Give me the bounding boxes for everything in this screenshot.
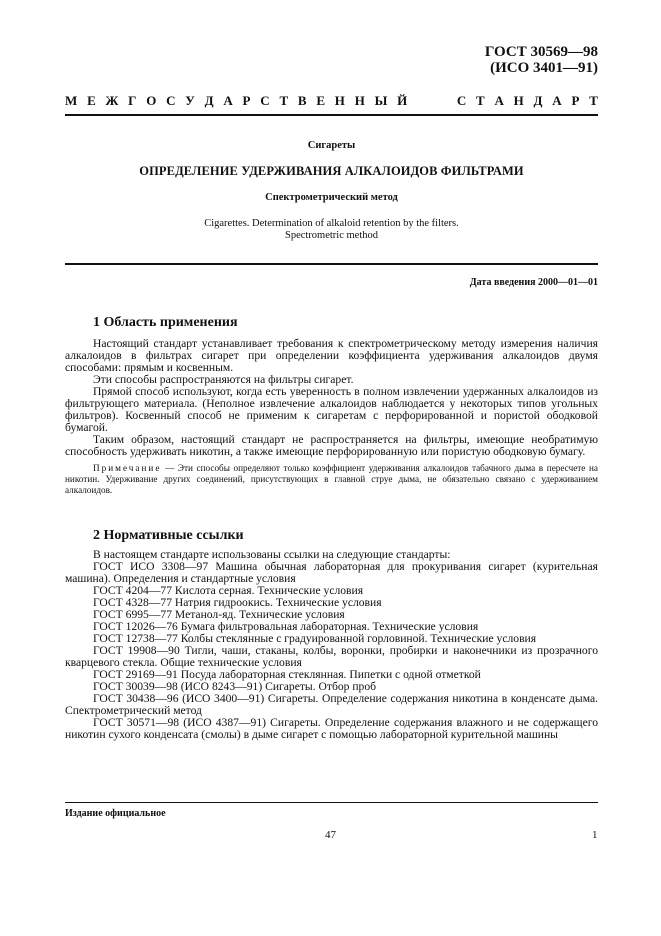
official-edition-label: Издание официальное [65,808,166,819]
paragraph: Прямой способ используют, когда есть уверенность в полном извлечении удержанных алкалоидов из фильтрующего материала. (Неполное извлечение алкалоидов наблюдается у некоторых типов угольных фильтров). Косвенный способ не применим к сигаретам с перфорированной и пористой ободковой бумагой. [65,385,598,434]
paragraph: Эти способы распространяются на фильтры сигарет. [93,373,354,386]
section-1-heading: 1 Область применения [93,315,238,330]
paragraph: Настоящий стандарт устанавливает требования к спектрометрическому методу измерения наличия алкалоидов в фильтрах сигарет при определении коэффициента удерживания алкалоидов двумя способами: прямым и косвенным. [65,337,598,374]
iso-number: (ИСО 3401—91) [490,60,598,76]
banner-letter: С [166,93,176,108]
reference-item: ГОСТ 12738—77 Колбы стеклянные с градуированной горловиной. Технические условия [93,632,537,645]
banner-letter: Д [533,93,543,108]
note [65,463,598,496]
reference-item: ГОСТ 19908—90 Тигли, чаши, стаканы, колбы, воронки, пробирки и наконечники из прозрачного кварцевого стекла. Общие технические условия [65,644,598,669]
note-text: — Эти способы определяют только коэффициент удерживания алкалоидов табачного дыма в пересчете на никотин. Удерживание других соединений, присутствующих в главной струе дыма, не обязательно связано с удерживанием алкалоидов. [65,463,598,495]
banner-gap [417,93,447,109]
reference-item: ГОСТ 30438—96 (ИСО 3400—91) Сигареты. Определение содержания никотина в конденсате дыма. Спектрометрический метод [65,692,598,717]
english-title-line: Cigarettes. Determination of alkaloid retention by the filters. [204,218,459,229]
reference-item: ГОСТ 4204—77 Кислота серная. Технические условия [93,584,364,597]
note-lead: Примечание [93,463,162,473]
english-title [65,218,598,242]
section-1-body [65,338,598,496]
banner-letter: Д [204,93,214,108]
banner-letter: О [146,93,157,108]
reference-item: ГОСТ 6995—77 Метанол-яд. Технические условия [93,608,345,621]
banner-letter: Н [513,93,524,108]
page-number: 47 [325,829,336,841]
banner-letter: Е [316,93,326,108]
title-rule [65,263,598,265]
reference-item: ГОСТ 29169—91 Посуда лабораторная стеклянная. Пипетки с одной отметкой [93,668,481,681]
reference-item: ГОСТ 4328—77 Натрия гидроокись. Технические условия [93,596,382,609]
banner-letter: В [297,93,307,108]
banner-letter: Т [279,93,289,108]
english-title-line: Spectrometric method [284,230,378,241]
reference-item: ГОСТ 30571—98 (ИСО 4387—91) Сигареты. Определение содержания влажного и не содержащего никотин сухого конденсата (смолы) в дыме сигарет с помощью лабораторной курительной машины [65,716,598,741]
standard-designation [485,44,598,76]
section-2-heading: 2 Нормативные ссылки [93,528,244,543]
paragraph: В настоящем стандарте использованы ссылки на следующие стандарты: [93,548,451,561]
banner-letter: Н [334,93,345,108]
banner-letter: Н [354,93,365,108]
banner-letter: Р [242,93,251,108]
banner-letter: Т [476,93,485,108]
method-title: Спектрометрический метод [265,192,398,203]
banner-letter: С [260,93,270,108]
reference-item: ГОСТ 30039—98 (ИСО 8243—91) Сигареты. Отбор проб [93,680,377,693]
reference-item: ГОСТ 12026—76 Бумага фильтровальная лабораторная. Технические условия [93,620,479,633]
banner-letter: Г [128,93,137,108]
banner-letter: Ж [105,93,119,108]
document-title: ОПРЕДЕЛЕНИЕ УДЕРЖИВАНИЯ АЛКАЛОИДОВ ФИЛЬТРАМИ [139,164,524,178]
sheet-number: 1 [592,829,598,841]
banner-letter: Р [571,93,580,108]
banner-letter: С [456,93,467,108]
banner-letter: Й [397,93,408,108]
banner-letter: Е [87,93,96,108]
banner-letter: У [185,93,195,108]
banner-letter: А [223,93,233,108]
footer-rule [65,802,598,803]
standard-number: ГОСТ 30569—98 [484,44,598,60]
banner-letter: А [494,93,504,108]
banner-letter: Ы [374,93,388,108]
banner-rule [65,114,598,116]
introduction-date: Дата введения 2000—01—01 [469,277,598,288]
paragraph: Таким образом, настоящий стандарт не распространяется на фильтры, имеющие необратимую способность удерживать никотин, а также имеющие перфорированную или пористую ободковую бумагу. [65,433,598,458]
banner-letter: А [552,93,562,108]
product-title: Сигареты [307,140,356,151]
reference-item: ГОСТ ИСО 3308—97 Машина обычная лабораторная для прокуривания сигарет (курительная машина). Определения и стандартные условия [65,560,598,585]
banner-letter: М [65,93,78,108]
section-2-body [65,549,598,741]
banner-letter: Т [589,93,598,108]
interstate-standard-banner [65,93,598,109]
